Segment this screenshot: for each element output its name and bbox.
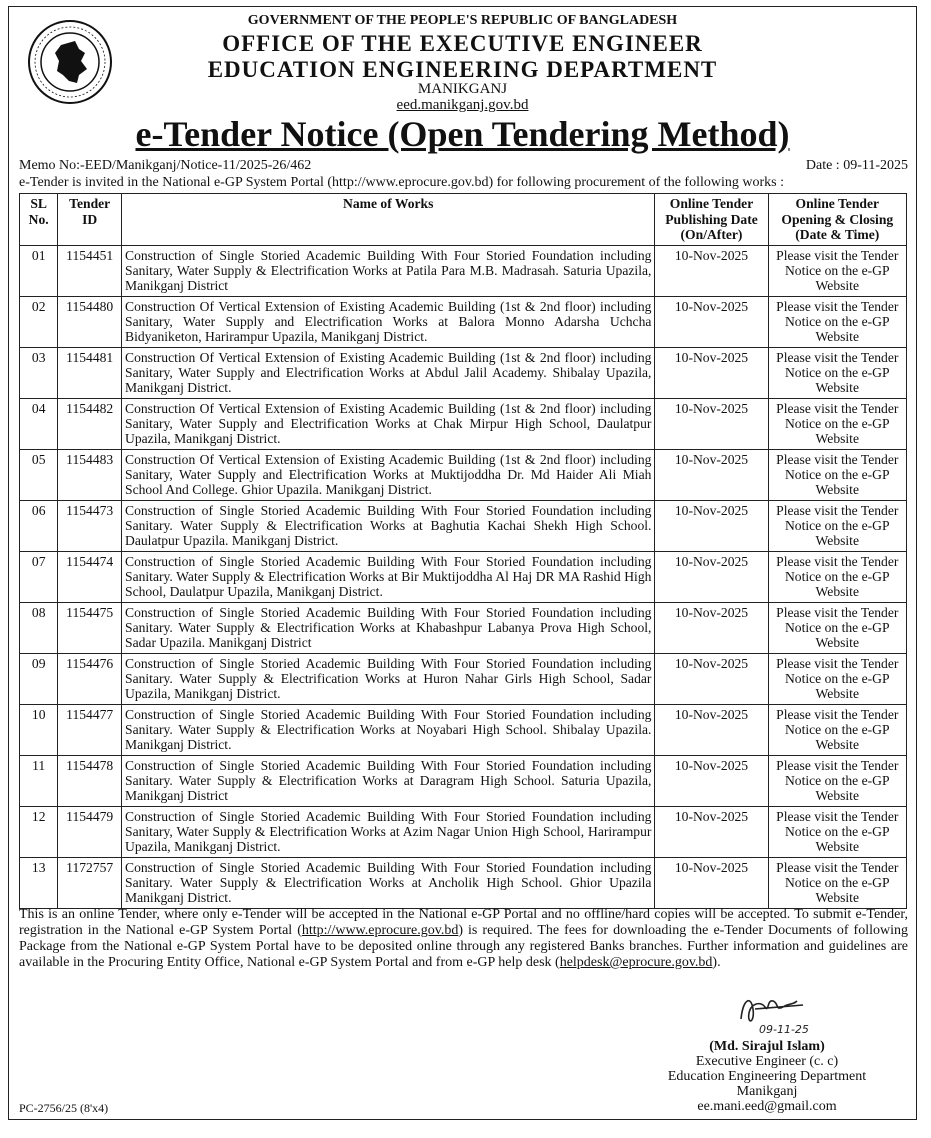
col-pub-line1: Online Tender [669,196,754,211]
cell-publishing-date: 10-Nov-2025 [655,857,768,908]
notice-title: e-Tender Notice (Open Tendering Method) [135,114,790,154]
col-open-line2: Opening & Closing [781,211,894,227]
cell-tender-id: 1154478 [58,755,122,806]
cell-name-of-works: Construction of Single Storied Academic Building With Four Storied Foundation including Sanitary. Water Supply & Electrification Works at Daragram High School. Saturia Upazila, Manikganj District [122,755,655,806]
cell-name-of-works: Construction Of Vertical Extension of Existing Academic Building (1st & 2nd floor) including Sanitary, Water Supply and Electrification Works at Muktijoddha Dr. Md Haider Ali Miah School And College. Ghior Upazila. Manikganj District. [122,449,655,500]
signatory-department: Education Engineering Department [667,1069,867,1084]
memo-number: Memo No:-EED/Manikganj/Notice-11/2025-26/462 [19,158,312,173]
cell-sl: 07 [20,551,58,602]
cell-tender-id: 1154477 [58,704,122,755]
helpdesk-email-link[interactable]: helpdesk@eprocure.gov.bd [559,955,713,970]
cell-name-of-works: Construction Of Vertical Extension of Existing Academic Building (1st & 2nd floor) including Sanitary, Water Supply and Electrification Works at Balora Monno Adarsha Uchcha Bidyaniketon, Harirampur Upazila, Manikganj District. [122,296,655,347]
cell-sl: 11 [20,755,58,806]
cell-opening-closing: Please visit the Tender Notice on the e-GP Website [768,602,906,653]
col-open-line3: (Date & Time) [795,227,880,242]
cell-tender-id: 1154479 [58,806,122,857]
cell-sl: 10 [20,704,58,755]
col-pub-line2: Publishing Date [665,211,758,227]
cell-publishing-date: 10-Nov-2025 [655,500,768,551]
signatory-email[interactable]: ee.mani.eed@gmail.com [697,1099,837,1114]
signature-block [637,1039,897,1114]
cell-tender-id: 1154475 [58,602,122,653]
cell-tender-id: 1154473 [58,500,122,551]
table-row [20,857,907,908]
cell-opening-closing: Please visit the Tender Notice on the e-GP Website [768,755,906,806]
cell-opening-closing: Please visit the Tender Notice on the e-GP Website [768,500,906,551]
cell-sl: 13 [20,857,58,908]
cell-opening-closing: Please visit the Tender Notice on the e-GP Website [768,245,906,296]
signatory-designation: Executive Engineer (c. c) [695,1054,839,1069]
eprocure-link[interactable]: http://www.eprocure.gov.bd [301,923,459,938]
cell-name-of-works: Construction of Single Storied Academic Building With Four Storied Foundation including Sanitary. Water Supply & Electrification Works at Khabashpur Labanya Prova High School, Sadar Upazila. Manikganj District [122,602,655,653]
cell-name-of-works: Construction of Single Storied Academic Building With Four Storied Foundation including Sanitary. Water Supply & Electrification Works at Bir Muktijoddha Al Haj DR MA Rashid High School, Daulatpur Upazila, Manikganj District. [122,551,655,602]
notice-page [8,6,917,1120]
table-row [20,602,907,653]
cell-name-of-works: Construction of Single Storied Academic Building With Four Storied Foundation including Sanitary, Water Supply & Electrification Works at Patila Para M.B. Madrasah. Saturia Upazila, Manikganj District [122,245,655,296]
cell-opening-closing: Please visit the Tender Notice on the e-GP Website [768,653,906,704]
cell-name-of-works: Construction of Single Storied Academic Building With Four Storied Foundation including Sanitary, Water Supply & Electrification Works at Azim Nagar Union High School, Harirampur Upazila, Manikganj District. [122,806,655,857]
table-row [20,755,907,806]
cell-name-of-works: Construction of Single Storied Academic Building With Four Storied Foundation including Sanitary. Water Supply & Electrification Works at Ancholik High School. Ghior Upazila Manikganj District. [122,857,655,908]
table-row [20,245,907,296]
cell-tender-id: 1154483 [58,449,122,500]
cell-tender-id: 1154480 [58,296,122,347]
cell-publishing-date: 10-Nov-2025 [655,755,768,806]
cell-publishing-date: 10-Nov-2025 [655,653,768,704]
cell-sl: 03 [20,347,58,398]
cell-sl: 04 [20,398,58,449]
table-row [20,449,907,500]
cell-tender-id: 1154476 [58,653,122,704]
notice-date: Date : 09-11-2025 [805,158,908,173]
table-row [20,551,907,602]
cell-tender-id: 1154482 [58,398,122,449]
cell-opening-closing: Please visit the Tender Notice on the e-GP Website [768,347,906,398]
website-link[interactable]: eed.manikganj.gov.bd [396,97,529,113]
government-line: GOVERNMENT OF THE PEOPLE'S REPUBLIC OF BANGLADESH [247,13,678,28]
cell-tender-id: 1172757 [58,857,122,908]
cell-publishing-date: 10-Nov-2025 [655,602,768,653]
cell-sl: 09 [20,653,58,704]
print-code: PC-2756/25 (8'x4) [19,1101,109,1115]
signatory-name: (Md. Sirajul Islam) [709,1039,825,1054]
table-row [20,806,907,857]
cell-name-of-works: Construction Of Vertical Extension of Existing Academic Building (1st & 2nd floor) including Sanitary, Water Supply and Electrification Works at Abdul Jalil Academy. Shibalay Upazila, Manikganj District. [122,347,655,398]
department-line: EDUCATION ENGINEERING DEPARTMENT [207,57,718,82]
footnote-text-3: ). [712,955,721,970]
office-line: OFFICE OF THE EXECUTIVE ENGINEER [222,31,703,56]
table-header-row [20,194,907,246]
table-row [20,398,907,449]
table-row [20,347,907,398]
cell-name-of-works: Construction of Single Storied Academic Building With Four Storied Foundation including Sanitary. Water Supply & Electrification Works at Noyabari High School. Shibalay Upazila. Manikganj District. [122,704,655,755]
footnote-text-2: ) is required. The fees for downloading the e-Tender Documents of following Package from the National e-GP System Portal have to be deposited online through any registered Banks branches. Further information and guidelines are available in the Procuring Entity Office, National e-GP System Portal and from e-GP help desk ( [19,923,908,970]
cell-name-of-works: Construction of Single Storied Academic Building With Four Storied Foundation including Sanitary. Water Supply & Electrification Works at Baghutia Kachai Shekh High School. Daulatpur Upazila. Manikganj District. [122,500,655,551]
col-tid-line2: ID [82,211,98,227]
footnote-paragraph [19,907,908,971]
table-row [20,653,907,704]
intro-text: e-Tender is invited in the National e-GP System Portal (http://www.eprocure.gov.bd) for following procurement of the following works : [19,175,784,190]
col-sl-line2: No. [28,211,49,227]
col-open-line1: Online Tender [795,196,880,211]
signatory-location: Manikganj [736,1084,798,1099]
table-row [20,500,907,551]
col-tender-id [58,194,122,246]
cell-publishing-date: 10-Nov-2025 [655,704,768,755]
cell-tender-id: 1154481 [58,347,122,398]
cell-name-of-works: Construction of Single Storied Academic Building With Four Storied Foundation including Sanitary. Water Supply & Electrification Works at Huron Nahar Girls High School, Sadar Upazila, Manikganj District. [122,653,655,704]
location-line: MANIKGANJ [417,81,508,97]
cell-publishing-date: 10-Nov-2025 [655,347,768,398]
cell-publishing-date: 10-Nov-2025 [655,398,768,449]
cell-opening-closing: Please visit the Tender Notice on the e-GP Website [768,806,906,857]
cell-opening-closing: Please visit the Tender Notice on the e-GP Website [768,449,906,500]
cell-opening-closing: Please visit the Tender Notice on the e-GP Website [768,551,906,602]
col-publishing-date [655,194,768,246]
cell-sl: 06 [20,500,58,551]
cell-sl: 05 [20,449,58,500]
cell-opening-closing: Please visit the Tender Notice on the e-GP Website [768,398,906,449]
cell-tender-id: 1154451 [58,245,122,296]
table-row [20,704,907,755]
footnote-text-1: This is an online Tender, where only e-Tender will be accepted in the National e-GP Portal and no offline/hard copies will be accepted. To submit e-Tender, registration in the National e-GP System Portal ( [19,907,908,938]
signature-mark [733,989,823,1041]
cell-publishing-date: 10-Nov-2025 [655,296,768,347]
cell-publishing-date: 10-Nov-2025 [655,806,768,857]
table-row [20,296,907,347]
cell-name-of-works: Construction Of Vertical Extension of Existing Academic Building (1st & 2nd floor) including Sanitary, Water Supply and Electrification Works at Chak Mirpur High School, Daulatpur Upazila, Manikganj District. [122,398,655,449]
col-tid-line1: Tender [69,196,111,211]
cell-publishing-date: 10-Nov-2025 [655,449,768,500]
cell-publishing-date: 10-Nov-2025 [655,245,768,296]
cell-opening-closing: Please visit the Tender Notice on the e-GP Website [768,704,906,755]
col-sl-line1: SL [30,196,47,211]
cell-tender-id: 1154474 [58,551,122,602]
cell-opening-closing: Please visit the Tender Notice on the e-GP Website [768,296,906,347]
cell-publishing-date: 10-Nov-2025 [655,551,768,602]
cell-sl: 08 [20,602,58,653]
cell-opening-closing: Please visit the Tender Notice on the e-GP Website [768,857,906,908]
signature-date: 09-11-25 [759,1023,809,1036]
works-table [19,193,907,909]
col-sl [20,194,58,246]
office-title [9,31,916,83]
col-name-of-works: Name of Works [122,194,655,246]
cell-sl: 01 [20,245,58,296]
col-opening-closing [768,194,906,246]
cell-sl: 02 [20,296,58,347]
col-pub-line3: (On/After) [680,227,743,242]
cell-sl: 12 [20,806,58,857]
